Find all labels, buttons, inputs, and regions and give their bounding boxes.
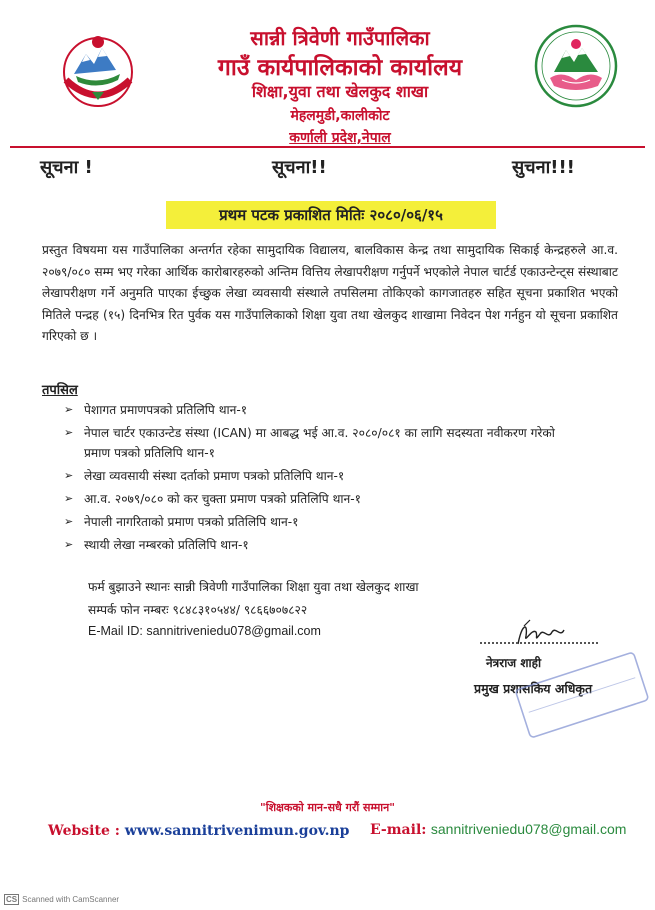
notice-heading-3: सुचना!!! xyxy=(512,157,575,178)
list-item: ➢ लेखा व्यवसायी संस्था दर्ताको प्रमाण पत्रको प्रतिलिपि थान-१ xyxy=(62,466,582,486)
list-item: ➢ नेपाली नागरिताको प्रमाण पत्रको प्रतिलिपि थान-१ xyxy=(62,512,582,532)
notice-heading-2: सूचना!! xyxy=(272,157,327,178)
nepal-emblem-logo xyxy=(58,30,138,110)
camscanner-icon: CS xyxy=(6,895,18,904)
footer-slogan: "शिक्षकको मान-सधै गरौं सम्मान" xyxy=(259,801,395,814)
municipality-logo xyxy=(532,22,620,110)
list-item: ➢ आ.व. २०७९/०८० को कर चुक्ता प्रमाण पत्रको प्रतिलिपि थान-१ xyxy=(62,489,582,509)
arrow-bullet-icon: ➢ xyxy=(64,426,74,439)
header-divider xyxy=(10,146,645,148)
form-submission-place: फर्म बुझाउने स्थानः सान्नी त्रिवेणी गाउँपालिका शिक्षा युवा तथा खेलकुद शाखा xyxy=(88,580,419,594)
signatory-title: प्रमुख प्रशासकिय अधिकृत xyxy=(474,681,593,696)
email-label: E-mail: xyxy=(370,822,427,838)
notice-body: प्रस्तुत विषयमा यस गाउँपालिका अन्तर्गत रहेका सामुदायिक विद्यालय, बालविकास केन्द्र तथा सामुदायिक सिकाई केन्द्रहरुले आ.व. २०७९/०८० सम्म भए गरेका आर्थिक कारोबारहरुको अन्तिम वित्तिय लेखापरीक्षण गर्नुपर्ने भएकोले नेपाल चार्टर्ड एकाउन्टेन्ट्स संस्थाबाट लेखापरीक्षण गर्ने अनुमति पाएका ईच्छुक लेखा व्यवसायी संस्थाले तपसिलमा तोकिएको कागजातहरु सहित सूचना प्रकाशित भएको मितिले पन्द्रह (१५) दिनभित्र रित पुर्वक यस गाउँपालिकाको शिक्षा युवा तथा खेलकुद शाखामा निवेदन पेश गर्नहुन यो सूचना प्रकाशित गरिएको छ । xyxy=(42,243,618,344)
official-stamp xyxy=(512,652,652,738)
contact-email: E-Mail ID: sannitriveniedu078@gmail.com xyxy=(88,624,321,638)
tapasil-heading: तपसिल xyxy=(42,383,78,398)
footer-website xyxy=(48,823,349,839)
footer-email xyxy=(370,821,626,838)
email-link[interactable]: sannitriveniedu078@gmail.com xyxy=(430,821,627,837)
list-item: ➢ नेपाल चार्टर एकाउन्टेड संस्था (ICAN) मा आबद्ध भई आ.व. २०८०/०८१ का लागि सदस्यता नवीकरण गरेको प्रमाण पत्रको प्रतिलिपि थान-१ xyxy=(62,423,582,463)
publication-date-banner: प्रथम पटक प्रकाशित मितिः २०८०/०६/१५ xyxy=(166,201,496,229)
website-label: Website : xyxy=(48,823,120,839)
arrow-bullet-icon: ➢ xyxy=(64,515,74,528)
required-documents-list xyxy=(62,400,582,558)
contact-phone: सम्पर्क फोन नम्बरः ९८४८३१०५४४/ ९८६६७०७८२२ xyxy=(88,603,308,617)
arrow-bullet-icon: ➢ xyxy=(64,403,74,416)
arrow-bullet-icon: ➢ xyxy=(64,492,74,505)
scanner-watermark xyxy=(4,894,119,905)
office-name: गाउँ कार्यपालिकाको कार्यालय xyxy=(217,55,463,81)
website-link[interactable]: www.sannitrivenimun.gov.np xyxy=(124,823,350,839)
section-name: शिक्षा,युवा तथा खेलकुद शाखा xyxy=(251,82,429,101)
arrow-bullet-icon: ➢ xyxy=(64,469,74,482)
scanner-text: Scanned with CamScanner xyxy=(22,895,120,904)
address-line: मेहलमुडी,कालीकोट xyxy=(290,108,390,124)
signature-image xyxy=(486,614,596,654)
signature-line xyxy=(480,642,598,644)
province-line: कर्णाली प्रदेश,नेपाल xyxy=(289,130,391,146)
list-item: ➢ पेशागत प्रमाणपत्रको प्रतिलिपि थान-१ xyxy=(62,400,582,420)
list-item: ➢ स्थायी लेखा नम्बरको प्रतिलिपि थान-१ xyxy=(62,535,582,555)
notice-heading-1: सूचना ! xyxy=(40,157,93,178)
signatory-name: नेत्रराज शाही xyxy=(486,656,542,670)
municipality-name: सान्नी त्रिवेणी गाउँपालिका xyxy=(250,26,430,50)
arrow-bullet-icon: ➢ xyxy=(64,538,74,551)
